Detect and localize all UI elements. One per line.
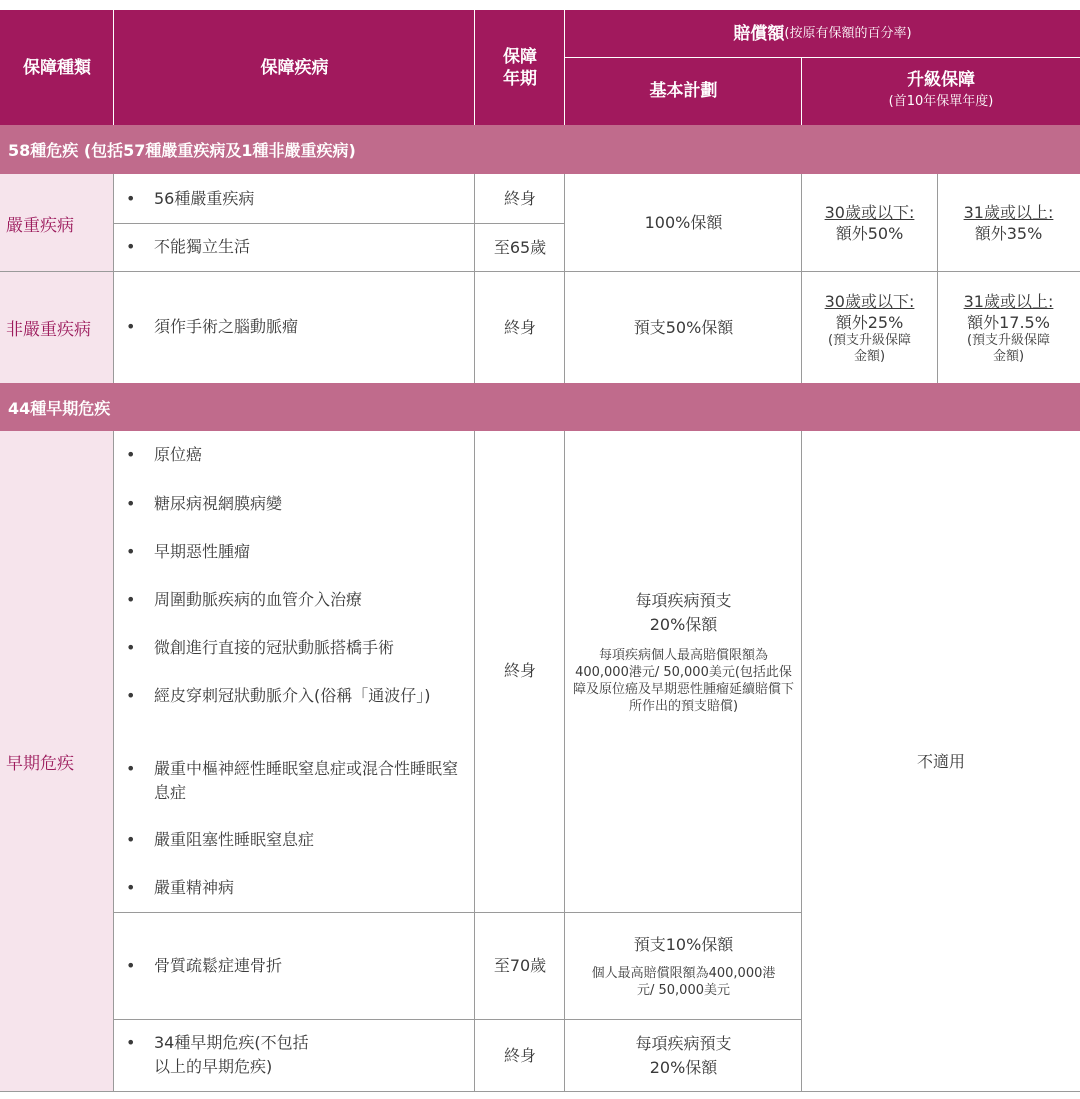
grid-line	[474, 431, 475, 1092]
early-upgrade-not-applicable: 不適用	[916, 751, 965, 771]
grid-line	[113, 431, 114, 1092]
basic-note: 每項疾病個人最高賠償限額為400,000港元/ 50,000美元(包括此保障及原位癌及早期惡性腫瘤延續賠償下所作出的預支賠償)	[572, 648, 794, 714]
list-item: • 34種早期危疾(不包括以上的早期危疾)	[126, 1031, 314, 1079]
list-item: • 不能獨立生活	[126, 235, 469, 259]
category-early-stage: 早期危疾	[0, 431, 114, 1092]
early-group1-list	[114, 431, 475, 913]
grid-line	[0, 1091, 1080, 1092]
early-group2-list	[114, 913, 475, 1019]
payout-label: 賠償額	[733, 23, 785, 44]
list-item: • 須作手術之腦動脈瘤	[126, 315, 469, 339]
header-diseases: 保障疾病	[114, 10, 475, 125]
list-item: • 嚴重精神病	[126, 876, 469, 900]
upgrade-label: 升級保障	[907, 70, 975, 90]
early-group3-term: 終身	[503, 1045, 536, 1065]
age-note: (預支升級保障金額)	[966, 332, 1051, 364]
section-critical-illness-title: 58種危疾 (包括57種嚴重疾病及1種非嚴重疾病)	[0, 125, 1080, 174]
header-payout	[565, 10, 1080, 57]
grid-line	[564, 174, 565, 383]
basic-main: 每項疾病預支20%保額	[635, 1033, 732, 1077]
age-value: 額外35%	[974, 224, 1043, 243]
non-severe-term: 終身	[503, 317, 536, 337]
grid-line	[114, 1019, 802, 1020]
grid-line	[113, 272, 114, 383]
non-severe-basic: 預支50%保額	[633, 317, 734, 337]
severe-term-2: 至65歲	[493, 237, 547, 257]
payout-note: (按原有保額的百分率)	[784, 25, 912, 41]
list-item: • 56種嚴重疾病	[126, 187, 469, 211]
early-group1-basic	[565, 431, 802, 913]
grid-line	[114, 912, 802, 913]
list-item: • 微創進行直接的冠狀動脈搭橋手術	[126, 636, 469, 660]
header-basic-plan: 基本計劃	[565, 57, 802, 125]
early-group2-term: 至70歲	[493, 956, 547, 975]
list-item: • 經皮穿刺冠狀動脈介入(俗稱「通波仔」)	[126, 684, 469, 708]
severe-upgrade-young	[802, 174, 937, 272]
list-item: • 糖尿病視網膜病變	[126, 492, 469, 516]
list-item: • 早期惡性腫瘤	[126, 540, 469, 564]
header-upgrade	[802, 57, 1080, 125]
age-value: 額外25%	[835, 312, 904, 332]
grid-line	[801, 174, 802, 383]
severe-basic: 100%保額	[644, 213, 723, 232]
grid-line	[474, 174, 475, 383]
grid-line	[937, 174, 938, 383]
basic-note: 個人最高賠償限額為400,000港元/ 50,000美元	[591, 966, 776, 998]
basic-main: 預支10%保額	[633, 935, 734, 954]
list-item: • 嚴重中樞神經性睡眠窒息症或混合性睡眠窒息症	[126, 757, 469, 805]
severe-term-1: 終身	[503, 188, 536, 208]
grid-line	[564, 431, 565, 1092]
list-item: • 嚴重阻塞性睡眠窒息症	[126, 828, 469, 852]
age-label: 31歲或以上:	[963, 291, 1054, 311]
age-value: 額外17.5%	[967, 312, 1050, 332]
upgrade-note: (首10年保單年度)	[888, 94, 994, 109]
severe-upgrade-old	[937, 174, 1080, 272]
age-value: 額外50%	[835, 224, 904, 243]
age-label: 30歲或以下:	[824, 203, 915, 222]
section-early-illness-title: 44種早期危疾	[0, 383, 1080, 431]
early-group2-basic	[565, 913, 802, 1019]
list-item: • 原位癌	[126, 443, 469, 467]
grid-line	[114, 223, 565, 224]
header-coverage-type: 保障種類	[0, 10, 114, 125]
non-severe-item-list	[114, 272, 475, 383]
early-group3-list	[114, 1019, 475, 1092]
list-item: • 周圍動脈疾病的血管介入治療	[126, 588, 469, 612]
grid-line	[801, 431, 802, 1092]
grid-line	[0, 271, 1080, 272]
header-term: 保障年期	[475, 10, 565, 125]
list-item: • 骨質疏鬆症連骨折	[126, 954, 469, 978]
early-group3-basic	[565, 1019, 802, 1092]
early-group1-term: 終身	[503, 661, 536, 680]
category-non-severe: 非嚴重疾病	[0, 272, 114, 383]
non-severe-upgrade-old	[937, 272, 1080, 383]
basic-main: 每項疾病預支20%保額	[635, 591, 732, 634]
age-label: 31歲或以上:	[963, 203, 1054, 222]
non-severe-upgrade-young	[802, 272, 937, 383]
category-severe: 嚴重疾病	[0, 174, 114, 272]
age-note: (預支升級保障金額)	[827, 332, 912, 364]
age-label: 30歲或以下:	[824, 291, 915, 311]
